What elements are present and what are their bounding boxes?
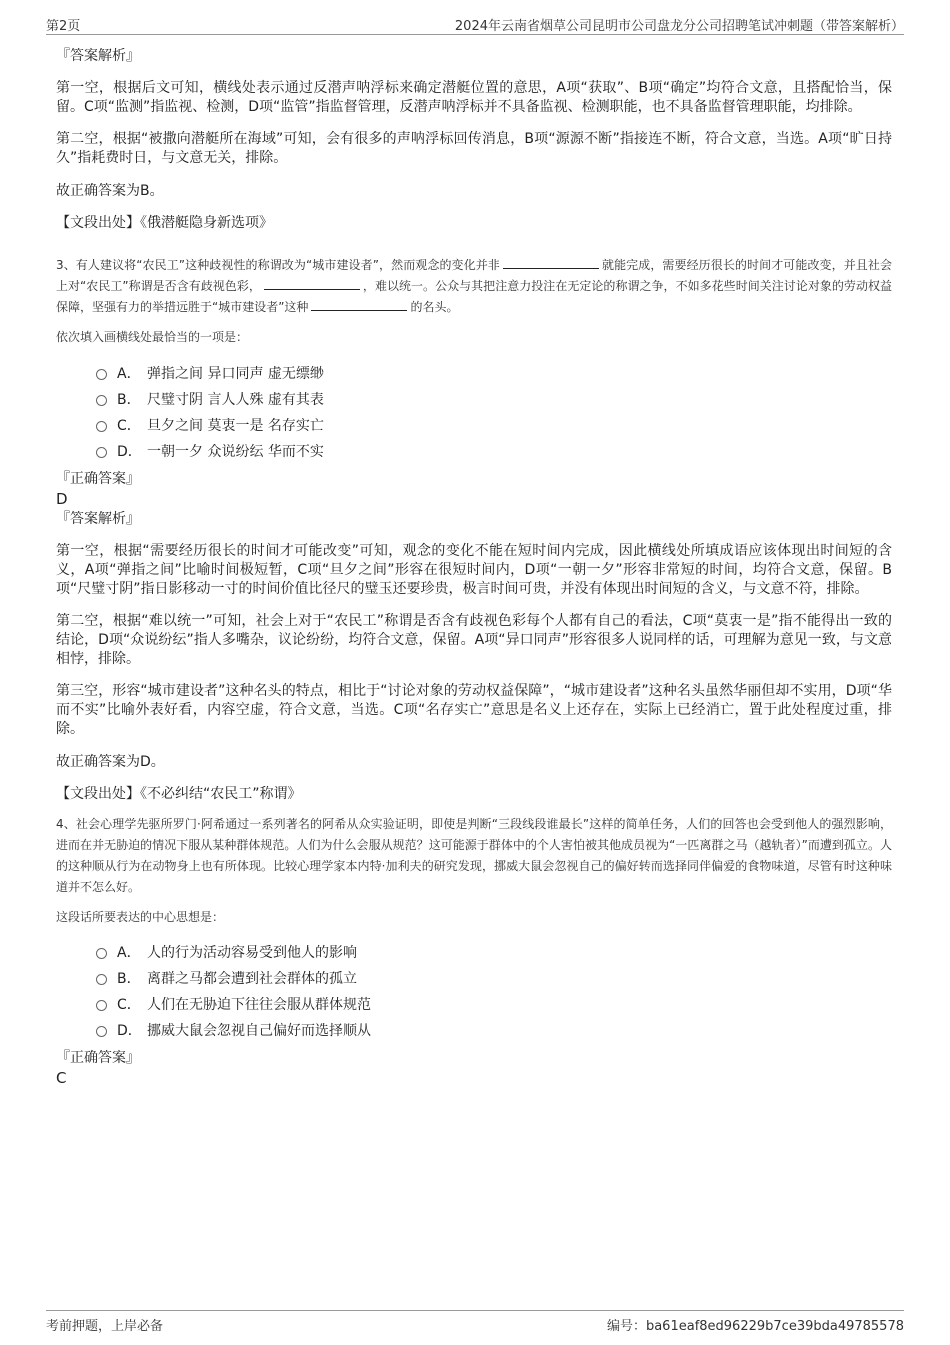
radio-icon[interactable]	[96, 1026, 107, 1037]
q3-analysis-label: 『答案解析』	[56, 511, 140, 527]
q3-option-c[interactable]	[96, 413, 892, 439]
radio-icon[interactable]	[96, 421, 107, 432]
q4-prompt: 这段话所要表达的中心思想是：	[56, 910, 225, 924]
q4-option-d[interactable]	[96, 1018, 892, 1044]
q3-stem	[56, 255, 892, 318]
document-code-label: 编号：	[606, 1319, 646, 1334]
q3-option-d[interactable]	[96, 439, 892, 465]
page-footer	[46, 1310, 904, 1333]
q3-stem-part-2: 就能完成，需要经历很长的时间才可能改变，并且社会上对“农民工”称谓是否含有歧视色彩，	[56, 258, 892, 293]
q3-blank-3	[311, 298, 407, 311]
option-letter: A．	[117, 945, 141, 961]
radio-icon[interactable]	[96, 369, 107, 380]
option-text: 旦夕之间 莫衷一是 名存实亡	[147, 418, 324, 434]
q3-option-a[interactable]	[96, 361, 892, 387]
q3-answer-label: 『正确答案』	[56, 471, 140, 487]
option-text: 离群之马都会遭到社会群体的孤立	[147, 971, 357, 987]
option-letter: D．	[117, 444, 142, 460]
option-text: 人们在无胁迫下往往会服从群体规范	[147, 997, 371, 1013]
q3-source: 【文段出处】《不必纠结“农民工”称谓》	[56, 786, 302, 802]
q2-analysis-label: 『答案解析』	[56, 48, 140, 64]
radio-icon[interactable]	[96, 1000, 107, 1011]
q3-stem-part-3: ，难以统一。公众与其把注意力投注在无定论的称谓之争，不如多花些时间关注讨论对象的劳动权益保障，坚强有力的举措远胜于“城市建设者”这种	[56, 279, 892, 314]
q2-conclusion: 故正确答案为B。	[56, 183, 164, 199]
radio-icon[interactable]	[96, 948, 107, 959]
document-code-value: ba61eaf8ed96229b7ce39bda49785578	[645, 1319, 904, 1334]
option-text: 尺璧寸阴 言人人殊 虚有其表	[147, 392, 324, 408]
document-title: 2024年云南省烟草公司昆明市公司盘龙分公司招聘笔试冲刺题（带答案解析）	[454, 19, 904, 34]
option-text: 挪威大鼠会忽视自己偏好而选择顺从	[147, 1023, 371, 1039]
option-letter: B．	[117, 392, 141, 408]
page-header	[46, 14, 904, 35]
q4-option-c[interactable]	[96, 992, 892, 1018]
q4-answer-label: 『正确答案』	[56, 1050, 140, 1066]
option-letter: D．	[117, 1023, 142, 1039]
radio-icon[interactable]	[96, 395, 107, 406]
option-letter: B．	[117, 971, 141, 987]
q3-analysis-para-2: 第二空，根据“难以统一”可知，社会上对于“农民工”称谓是否含有歧视色彩每个人都有自己的看法，C项“莫衷一是”指不能得出一致的结论，D项“众说纷纭”指人多嘴杂，议论纷纷，均符合文意，保留。A项“异口同声”形容很多人说同样的话，可理解为意见一致，与文意相悖，排除。	[56, 613, 892, 667]
q3-blank-1	[503, 256, 599, 269]
footer-slogan: 考前押题，上岸必备	[46, 1319, 164, 1334]
q2-source: 【文段出处】《俄潜艇隐身新选项》	[56, 215, 273, 231]
q2-analysis-para-1: 第一空，根据后文可知，横线处表示通过反潜声呐浮标来确定潜艇位置的意思，A项“获取”、B项“确定”均符合文意，且搭配恰当，保留。C项“监测”指监视、检测，D项“监管”指监督管理，反潜声呐浮标并不具备监视、检测职能，也不具备监督管理职能，均排除。	[56, 80, 892, 115]
q3-stem-part-4: 的名头。	[410, 300, 459, 314]
q3-options	[56, 361, 892, 465]
page-content	[56, 46, 892, 1088]
option-text: 弹指之间 异口同声 虚无缥缈	[147, 366, 324, 382]
q4-option-b[interactable]	[96, 966, 892, 992]
q2-analysis-para-2: 第二空，根据“被撒向潜艇所在海域”可知，会有很多的声呐浮标回传消息，B项“源源不断”指接连不断，符合文意，当选。A项“旷日持久”指耗费时日，与文意无关，排除。	[56, 131, 892, 166]
q3-blank-2	[264, 277, 360, 290]
q3-conclusion: 故正确答案为D。	[56, 754, 165, 770]
option-text: 人的行为活动容易受到他人的影响	[147, 945, 357, 961]
document-code	[607, 1315, 904, 1334]
q3-stem-part-1: 3、有人建议将“农民工”这种歧视性的称谓改为“城市建设者”，然而观念的变化并非	[56, 258, 500, 272]
option-letter: A．	[117, 366, 141, 382]
q3-analysis-para-3: 第三空，形容“城市建设者”这种名头的特点，相比于“讨论对象的劳动权益保障”，“城市建设者”这种名头虽然华丽但却不实用，D项“华而不实”比喻外表好看，内容空虚，符合文意，当选。C项“名存实亡”意思是名义上还存在，实际上已经消亡，置于此处程度过重，排除。	[56, 683, 892, 737]
option-letter: C．	[117, 997, 141, 1013]
option-letter: C．	[117, 418, 141, 434]
radio-icon[interactable]	[96, 447, 107, 458]
q4-stem: 4、社会心理学先驱所罗门·阿希通过一系列著名的阿希从众实验证明，即使是判断“三段线段谁最长”这样的简单任务，人们的回答也会受到他人的强烈影响，进而在并无胁迫的情况下服从某种群体规范。人们为什么会服从规范？这可能源于群体中的个人害怕被其他成员视为“一匹离群之马（越轨者）”而遭到孤立。人的这种顺从行为在动物身上也有所体现。比较心理学家本内特·加利夫的研究发现，挪威大鼠会忽视自己的偏好转而选择同伴偏爱的食物味道，尽管有时这种味道并不怎么好。	[56, 817, 892, 894]
q3-answer: D	[56, 490, 68, 508]
option-text: 一朝一夕 众说纷纭 华而不实	[147, 444, 324, 460]
q3-option-b[interactable]	[96, 387, 892, 413]
q4-answer: C	[56, 1069, 67, 1087]
page-number: 第2页	[46, 19, 81, 34]
radio-icon[interactable]	[96, 974, 107, 985]
q3-analysis-para-1: 第一空，根据“需要经历很长的时间才可能改变”可知，观念的变化不能在短时间内完成，因此横线处所填成语应该体现出时间短的含义，A项“弹指之间”比喻时间极短暂，C项“旦夕之间”形容在很短时间内，D项“一朝一夕”形容非常短的时间，均符合文意，保留。B项“尺璧寸阴”指日影移动一寸的时间价值比径尺的璧玉还要珍贵，极言时间可贵，并没有体现出时间短的含义，与文意不符，排除。	[56, 543, 892, 597]
q4-option-a[interactable]	[96, 940, 892, 966]
q4-options	[56, 940, 892, 1044]
q3-prompt: 依次填入画横线处最恰当的一项是：	[56, 330, 249, 344]
